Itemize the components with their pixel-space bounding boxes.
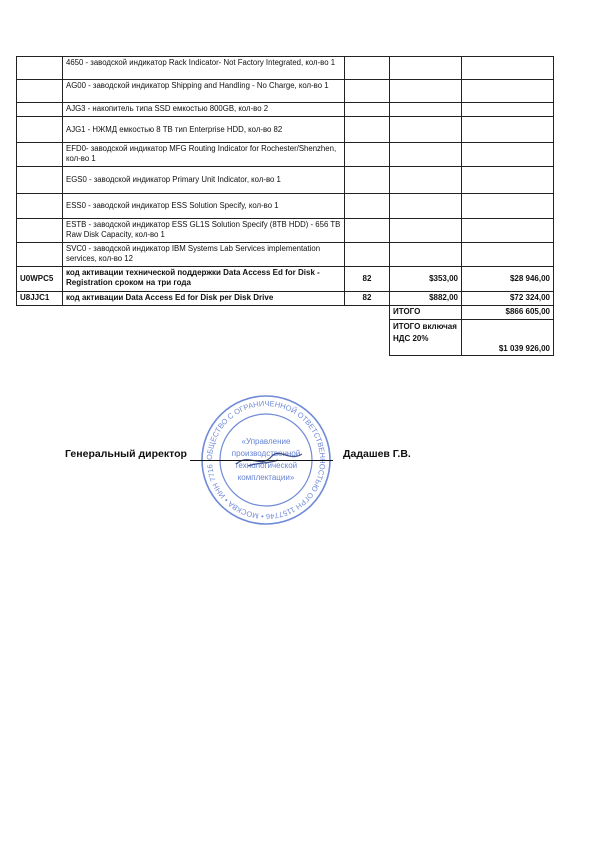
stamp-line: «Управление	[241, 437, 291, 446]
item-total	[462, 57, 554, 80]
signatory-position: Генеральный директор	[65, 448, 187, 460]
item-qty: 82	[345, 267, 390, 292]
item-code	[17, 194, 63, 219]
item-qty	[345, 243, 390, 267]
item-price	[390, 167, 462, 194]
item-total	[462, 167, 554, 194]
total-value: $866 605,00	[462, 306, 554, 320]
item-total: $28 946,00	[462, 267, 554, 292]
total-vat-row	[17, 320, 554, 356]
table-row	[17, 243, 554, 267]
table-row	[17, 57, 554, 80]
item-price	[390, 243, 462, 267]
item-total	[462, 103, 554, 117]
table-row	[17, 267, 554, 292]
signature-rule	[190, 460, 333, 461]
item-price	[390, 80, 462, 103]
total-row	[17, 306, 554, 320]
item-total	[462, 117, 554, 143]
item-code	[17, 103, 63, 117]
item-description: SVC0 - заводской индикатор IBM Systems Lab Services implementation services, кол-во 12	[63, 243, 345, 267]
item-code	[17, 80, 63, 103]
item-qty	[345, 143, 390, 167]
item-qty	[345, 57, 390, 80]
item-qty	[345, 80, 390, 103]
table-row	[17, 117, 554, 143]
total-vat-value: $1 039 926,00	[462, 320, 554, 356]
item-description: AJG3 - накопитель типа SSD емкостью 800GB, кол-во 2	[63, 103, 345, 117]
table-row	[17, 80, 554, 103]
item-total: $72 324,00	[462, 292, 554, 306]
item-price	[390, 143, 462, 167]
item-total	[462, 80, 554, 103]
item-description: ESTB - заводской индикатор ESS GL1S Solution Specify (8TB HDD) - 656 TB Raw Disk Capacity, кол-во 1	[63, 219, 345, 243]
item-price: $353,00	[390, 267, 462, 292]
stamp-outer-text: ОБЩЕСТВО С ОГРАНИЧЕННОЙ ОТВЕТСТВЕННОСТЬЮ ОГРН 1157746 • МОСКВА • ИНН 7716	[204, 398, 328, 522]
item-price	[390, 103, 462, 117]
item-code	[17, 57, 63, 80]
total-vat-label: ИТОГО включая НДС 20%	[390, 320, 462, 356]
item-description: ESS0 - заводской индикатор ESS Solution Specify, кол-во 1	[63, 194, 345, 219]
signatory-name: Дадашев Г.В.	[343, 448, 411, 460]
item-code	[17, 167, 63, 194]
item-total	[462, 219, 554, 243]
item-qty	[345, 194, 390, 219]
table-row	[17, 167, 554, 194]
item-description: EGS0 - заводской индикатор Primary Unit Indicator, кол-во 1	[63, 167, 345, 194]
specification-table	[16, 56, 554, 356]
table-row	[17, 143, 554, 167]
item-qty	[345, 167, 390, 194]
item-code	[17, 117, 63, 143]
item-qty	[345, 117, 390, 143]
item-price: $882,00	[390, 292, 462, 306]
item-price	[390, 117, 462, 143]
item-total	[462, 143, 554, 167]
item-description: 4650 - заводской индикатор Rack Indicator- Not Factory Integrated, кол-во 1	[63, 57, 345, 80]
table-row	[17, 219, 554, 243]
item-code	[17, 143, 63, 167]
item-qty	[345, 219, 390, 243]
item-description: код активации Data Access Ed for Disk per Disk Drive	[63, 292, 345, 306]
item-total	[462, 194, 554, 219]
item-code	[17, 219, 63, 243]
item-description: EFD0- заводской индикатор MFG Routing Indicator for Rochester/Shenzhen, кол-во 1	[63, 143, 345, 167]
item-code: U0WPC5	[17, 267, 63, 292]
item-price	[390, 57, 462, 80]
item-total	[462, 243, 554, 267]
total-label: ИТОГО	[390, 306, 462, 320]
item-description: код активации технической поддержки Data Access Ed for Disk - Registration сроком на три года	[63, 267, 345, 292]
stamp-line: технологической	[234, 461, 298, 470]
item-description: AJG1 - НЖМД емкостью 8 TB тип Enterprise HDD, кол-во 82	[63, 117, 345, 143]
table-row	[17, 103, 554, 117]
item-price	[390, 194, 462, 219]
item-price	[390, 219, 462, 243]
stamp-line: производственной	[231, 449, 301, 458]
table-row	[17, 292, 554, 306]
table-row	[17, 194, 554, 219]
item-code: U8JJC1	[17, 292, 63, 306]
item-description: AG00 - заводской индикатор Shipping and Handling - No Charge, кол-во 1	[63, 80, 345, 103]
item-qty: 82	[345, 292, 390, 306]
stamp-line: комплектации»	[237, 473, 295, 482]
item-qty	[345, 103, 390, 117]
item-code	[17, 243, 63, 267]
